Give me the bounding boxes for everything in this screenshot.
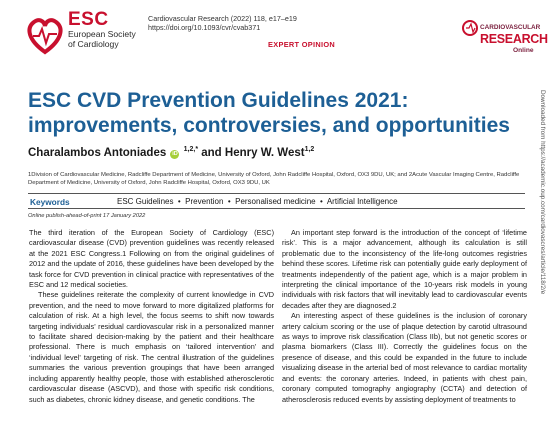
author-join[interactable]: and Henry W. West [201,146,305,159]
article-type-label: EXPERT OPINION [268,40,336,49]
esc-logo-text: ESC [68,9,109,30]
author-1[interactable]: Charalambos Antoniades [28,146,167,159]
download-watermark: Downloaded from https://academic.oup.com/cardiovascres/article/118/2/e [539,90,546,295]
author-1-affiliation: 1,2,* [183,146,199,153]
article-title: ESC CVD Prevention Guidelines 2021: improvements, controversies, and opportunities [28,89,510,137]
society-line-2: of Cardiology [68,38,119,49]
affiliations: 1Division of Cardiovascular Medicine, Radcliffe Department of Medicine, University of Oxford, John Radcliffe Hospital, Oxford, OX3 9DU, UK; and 2Acute Vascular Imaging Centre, Radcliffe Department of Medicine, University of Oxford, John Radcliffe Hospital, Oxford, OX3 9DU, UK [28,172,520,187]
paragraph: The third iteration of the European Society of Cardiology (ESC) cardiovascular disease (CVD) prevention guidelines was recently released at the 2021 ESC Congress.1 Following on from the original guidelines of 2012 and the update of 2016, these guidelines have been developed by the task force for CVD prevention in clinical practice with representatives of the ESC and 12 medical societies. [29,228,274,290]
paragraph: An important step forward is the introduction of the concept of ‘lifetime risk’. This is a major advancement, although its calculation is still problematic due to the inconsistency of the life-long outcomes registries behind these scores. Lifetime risk can potentially guide early deployment of treatments independently of the patient age, which is a major problem in interpreting the clinical importance of the 10-years risk models in young individuals with risk factors that will inevitably lead to cardiovascular events decades after they are diagnosed.2 [282,228,527,310]
author-2-affiliation: 1,2 [304,146,315,153]
author-list [28,146,314,159]
cvr-logo-line-1: CARDIOVASCULAR [480,24,541,31]
doi-link[interactable]: https://doi.org/10.1093/cvr/cvab371 [148,23,261,33]
cvr-logo-line-2: RESEARCH [480,32,548,46]
society-line-1: European Society [68,29,136,39]
keywords-top-rule [28,193,525,194]
body-column-right [282,228,527,405]
paragraph: These guidelines reiterate the complexity of current knowledge in CVD prevention, and the need to move forward to more digitalized platforms for calculation of risk. At a high level, the focus seems to shift now towards targeting individuals’ residual cardiovascular risk in a personalized manner to facilitate shared decision-making by the patient and their healthcare professional. There is much emphasis on ‘tailored intervention’ and ‘individual level’ targeting of risk. The central illustration of the guidelines summaries the various prevention groupings that have been arranged including apparently healthy people, those with established atherosclerotic cardiovascular disease (ASCVD), and those with specific risk conditions, such as diabetes, chronic kidney disease, and genetic conditions. The [29,290,274,404]
online-publish-date: Online publish-ahead-of-print 17 January 2022 [28,213,146,219]
journal-line: Cardiovascular Research (2022) 118, e17–e19 [148,14,297,23]
cvr-logo-line-3: Online [513,47,534,54]
paragraph: An interesting aspect of these guidelines is the inclusion of coronary artery calcium scoring or the use of plaque detection by carotid ultrasound as ways to improve risk classification (Class IIb), but not genetic scores or plasma biomarkers (Class III). Correctly the guidelines focus on the presence of disease, and this could be expanded in the future to include visualizing disease in the arterial bed of most relevance to cardiac mortality and events: the coronary arteries. Indeed, in patients with chest pain, coronary computed tomography angiography (CCTA) and detection of atherosclerosis reduced events by assisting deployment of treatments to [282,311,527,404]
society-name [68,30,136,49]
keywords-label: Keywords [30,197,70,207]
orcid-icon[interactable]: iD [172,150,178,157]
esc-heart-logo [24,14,66,56]
body-column-left [29,228,274,405]
keywords-bottom-rule [28,208,525,209]
journal-citation [148,14,297,32]
keywords-list: ESC Guidelines • Prevention • Personalised medicine • Artificial Intelligence [117,197,398,206]
